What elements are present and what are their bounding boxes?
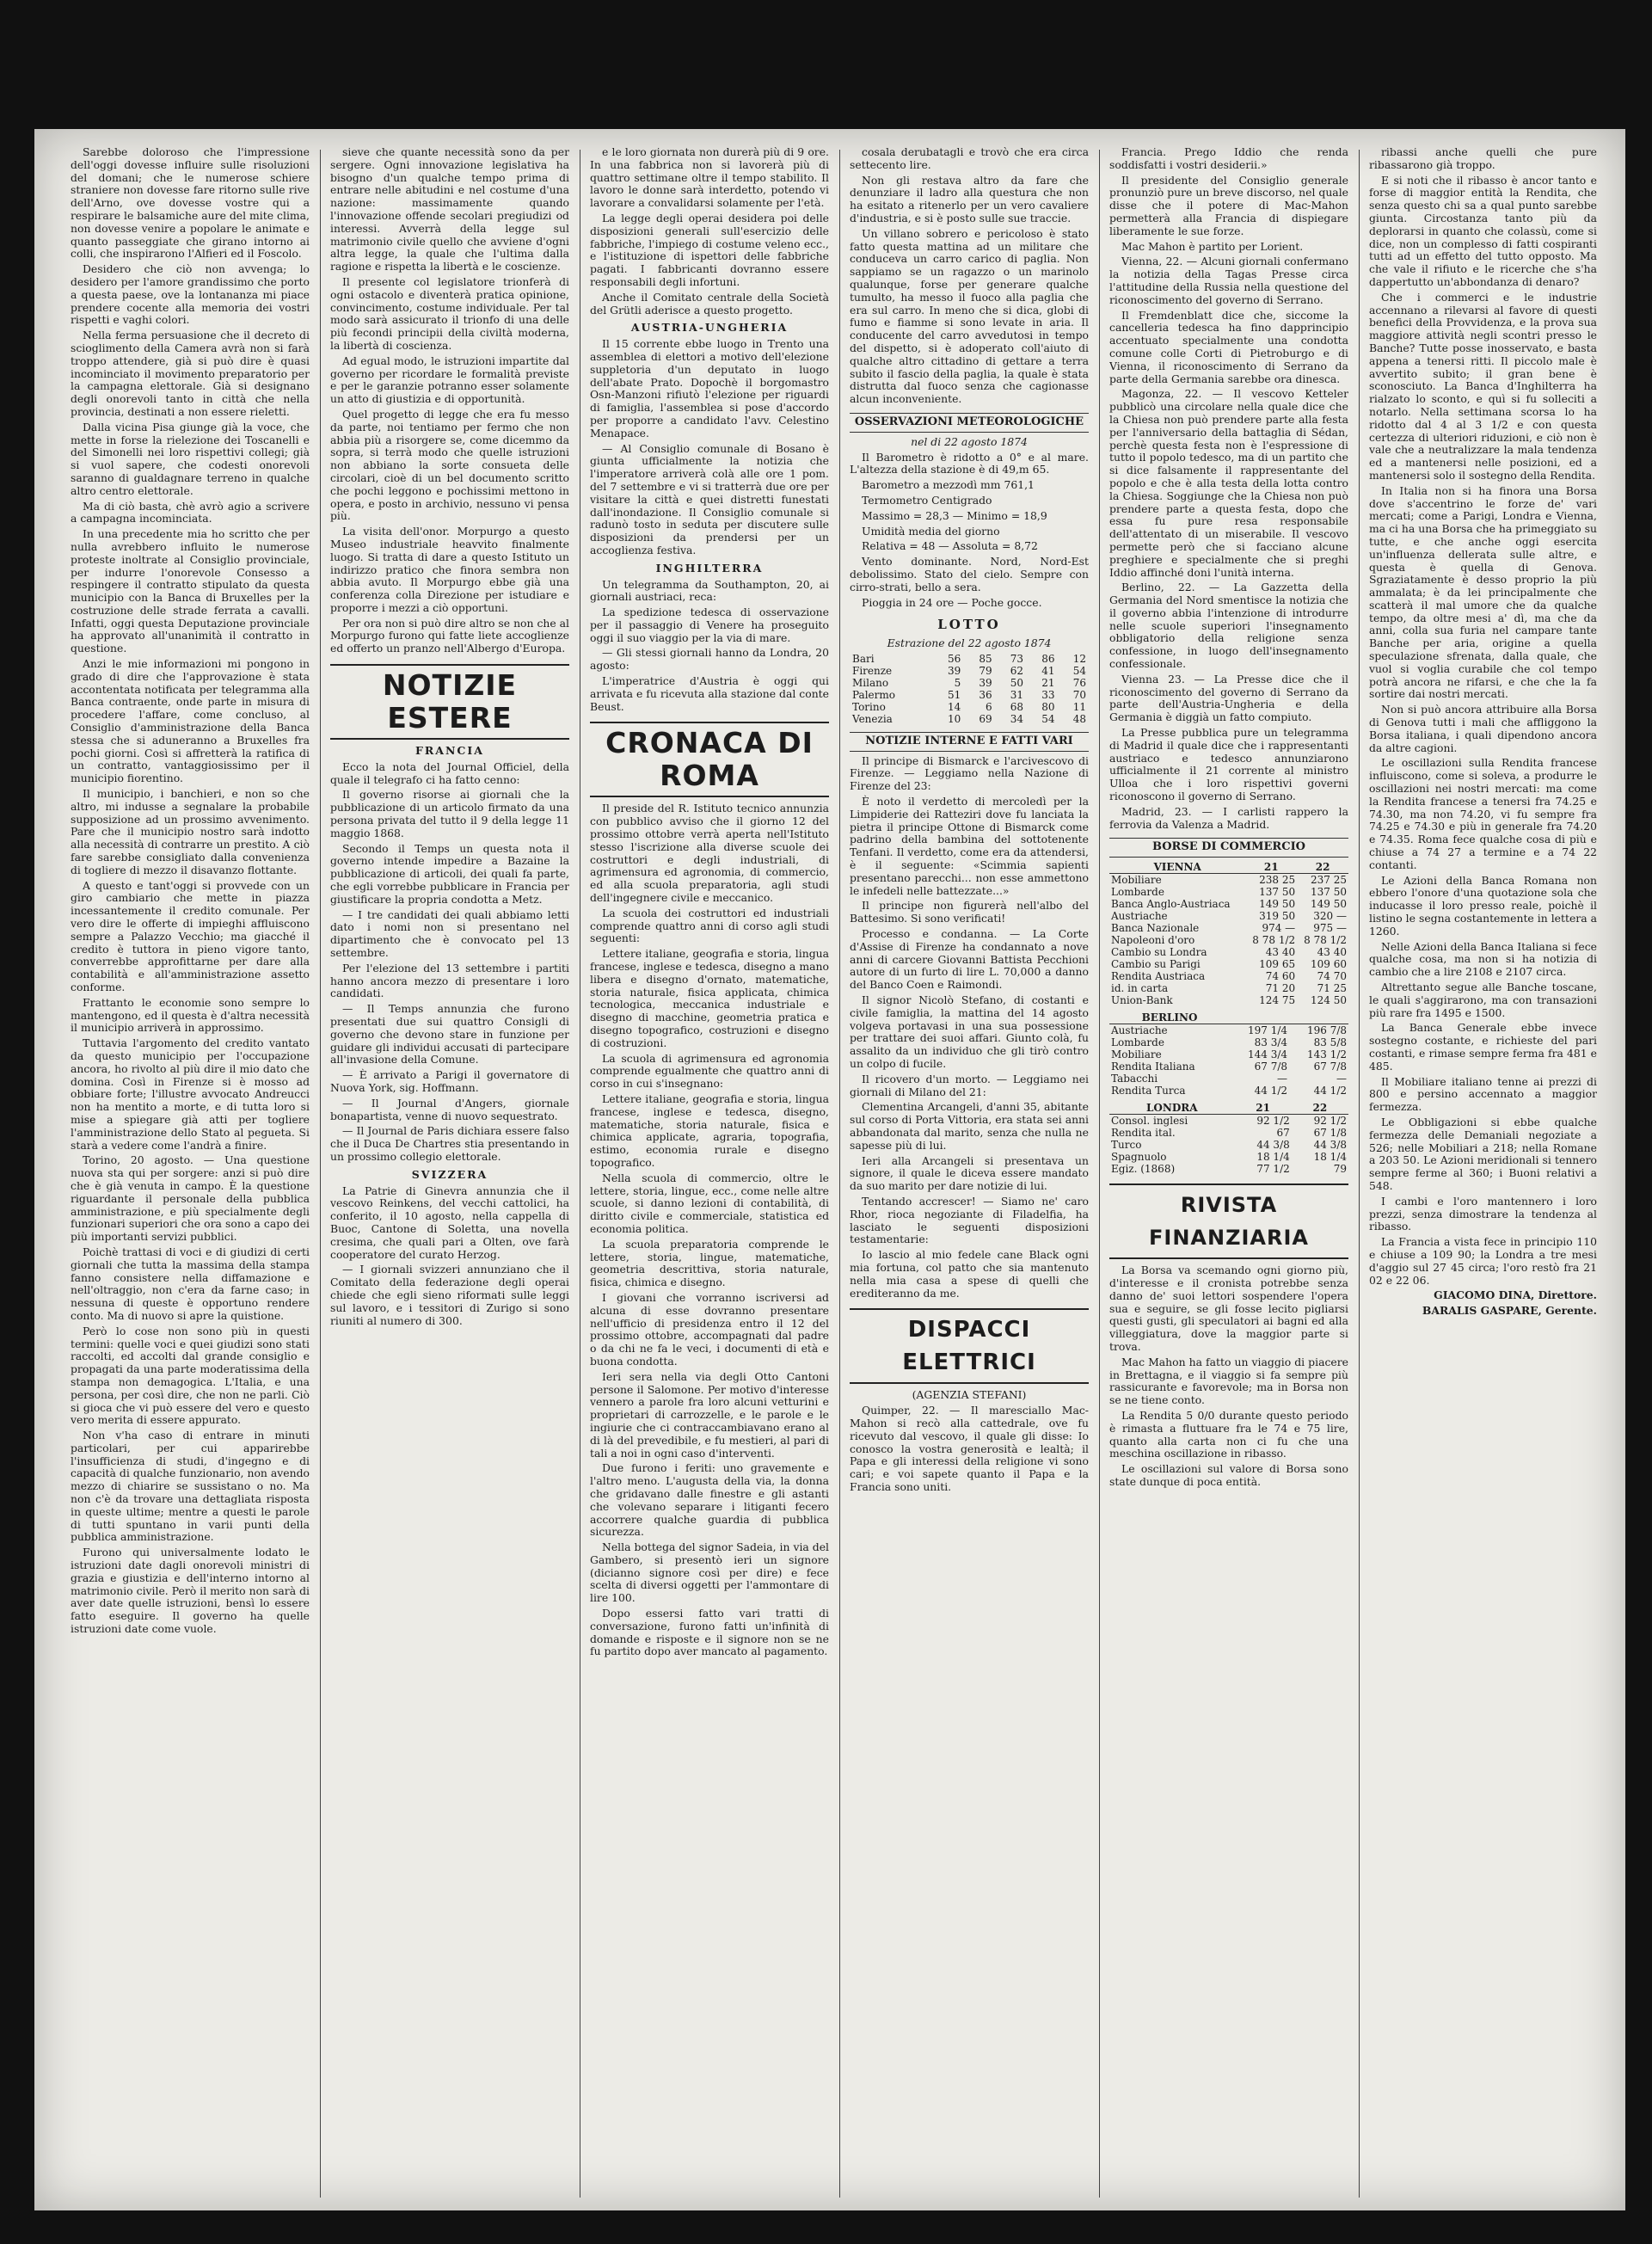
table-cell: 92 1/2 — [1256, 1115, 1290, 1128]
interne-text — [850, 755, 1089, 1300]
col2-text — [330, 146, 569, 655]
table-cell: 137 50 — [1311, 886, 1347, 899]
meteo-lines — [850, 452, 1089, 610]
table-cell: 109 60 — [1311, 958, 1347, 971]
table-cell: 14 — [947, 700, 961, 713]
paragraph: Sarebbe doloroso che l'impressione dell'oggi dovesse influire sulle risoluzioni del domani; che le numerose schiere straniere non dovesse fare ritorno sulle rive dell'Arno, ove dovesse vostre qui a respirare le balsamiche aure del mite clima, non dovesse venire a popolare le animate e quanto passeggiate che girano intorno ai colli, che inspirarono l'Alfieri ed il Foscolo. — [71, 146, 310, 261]
paragraph: Il principe non figurerà nell'albo del Battesimo. Si sono verificati! — [850, 899, 1089, 925]
table-cell: Turco — [1111, 1139, 1142, 1152]
table-cell: 31 — [1010, 688, 1024, 701]
paragraph: La Francia a vista fece in principio 110 e chiuse a 109 90; la Londra a tre mesi d'aggio sul 27 45 circa; l'oro restò fra 21 02 e 22 06. — [1369, 1235, 1597, 1287]
table-cell: Union-Bank — [1111, 994, 1173, 1007]
table-cell: 62 — [1010, 664, 1024, 677]
col1-text — [71, 146, 310, 1636]
table-row — [1109, 1024, 1348, 1037]
column-rule — [839, 150, 840, 2198]
paragraph: Nella bottega del signor Sadeia, in via del Gambero, si presentò ieri un signore (dicianno signore così per dire) e fece scelta di diversi oggetti per l'ammontare di lire 100. — [590, 1540, 829, 1605]
table-cell: — — [1336, 1073, 1347, 1085]
column-rule — [320, 150, 321, 2198]
paragraph: Clementina Arcangeli, d'anni 35, abitante sul corso di Porta Vittoria, era stata sei anni abbandonata dal marito, senza che nulla ne sapesse più di lui. — [850, 1100, 1089, 1152]
table-row — [1109, 1036, 1348, 1048]
paragraph: Quimper, 22. — Il maresciallo Mac-Mahon si recò alla cattedrale, ove fu ricevuto dal vescovo, il quale gli disse: Io conosco la vostra generosità e lealtà; il Papa e gli interessi della religione vi sono cari; e voi sapete quanto il Papa e la Francia sono uniti. — [850, 1404, 1089, 1493]
table-cell: 56 — [947, 652, 961, 665]
table-cell: 21 — [1041, 676, 1055, 689]
column-rule — [1359, 150, 1360, 2198]
paragraph: Non gli restava altro da fare che denunziare il ladro alla questura che non ha esitato a ritenerlo per un vero cavaliere d'industria, e si è posto sulle sue traccie. — [850, 173, 1089, 224]
table-cell: Egiz. (1868) — [1111, 1163, 1176, 1176]
paragraph: Un villano sobrero e pericoloso è stato fatto questa mattina ad un militare che conduceva un carro carico di paglia. Non sappiamo se un ragazzo o un marinolo qualunque, forse per generare qualche tumulto, ha messo il fuoco alla paglia che era sul carro. In meno che si dica, globi di fumo e fiamme si sono levate in aria. Il conducente del carro avvedutosi in tempo del dispetto, si è adoperato coll'aiuto di qualche altro cittadino di gettare a terra subito il fascio della paglia, la quale è stata distrutta dal fuoco senza che cagionasse alcun inconveniente. — [850, 226, 1089, 406]
dispacci-subtitle: (AGENZIA STEFANI) — [912, 1388, 1027, 1402]
paragraph: Termometro Centigrado — [862, 493, 992, 507]
table-cell: Mobiliare — [1111, 1048, 1162, 1061]
paragraph: Due furono i feriti: uno gravemente e l'altro meno. L'augusta della via, la donna che gridavano dalle finestre e gli astanti che volevano separare i litiganti fecero accorrere qualche guardia di pubblica sicurezza. — [590, 1461, 829, 1539]
table-cell: 143 1/2 — [1306, 1048, 1347, 1061]
table-row — [850, 713, 1089, 725]
table-cell: Tabacchi — [1111, 1073, 1158, 1085]
paragraph: Magonza, 22. — Il vescovo Ketteler pubblicò una circolare nella quale dice che la Chiesa non può prendere parte alla festa per l'anniversario della battaglia di Sédan, perchè questa festa non è l'espressione di tutto il popolo tedesco, ma di un partito che si dice falsamente il rappresentante del popolo e che è alla testa della lotta contro la Chiesa. Soggiunge che la Chiesa non può prendere parte a questa festa, dopo che essa fu pure resa responsabile dell'attentato di un miserabile. Il vescovo permette però che si facciano alcune preghiere e specialmente che si preghi Iddio affinché doni l'unità interna. — [1109, 387, 1348, 579]
paragraph: Berlino, 22. — La Gazzetta della Germania del Nord smentisce la notizia che il governo abbia l'intenzione di introdurre nelle scuole superiori l'insegnamento obbligatorio della religione senza confessione, in luogo dell'insegnamento confessionale. — [1109, 581, 1348, 671]
paragraph: Poichè trattasi di voci e di giudizi di certi giornali che tutta la massima della stampa fanno consistere nella diffamazione e nell'oltraggio, non c'era da farne caso; in nessuna di queste è opportuno rendere conto. Ma di nuovo si apre la quistione. — [71, 1245, 310, 1322]
section-title-cronaca-di-roma: CRONACA DI ROMA — [590, 722, 829, 797]
table-row — [1109, 922, 1348, 934]
paragraph: È noto il verdetto di mercoledì per la Limpiderie dei Ratteziri dove fu lanciata la pietra il principe Ottone di Bismarck come padrino della bambina del sottotenente Tenfani. Il verdetto, come era da attendersi, è il seguente: «Scimmia sapienti presentano parecchi... non esse ammettono le infedeli nelle battezzate...» — [850, 795, 1089, 897]
borse-londra-table — [1109, 1102, 1348, 1175]
table-cell: 39 — [947, 664, 961, 677]
paragraph: Il Fremdenblatt dice che, siccome la cancelleria tedesca ha fino dapprincipio accentuato specialmente una condotta comune colle Corti di Pietroburgo e di Vienna, il riconoscimento di Serrano da parte della Germania sarebbe ora dinesca. — [1109, 308, 1348, 385]
table-row — [850, 653, 1089, 665]
paragraph: Per ora non si può dire altro se non che al Morpurgo furono qui fatte liete accoglienze ed offerto un pranzo nell'Albergo d'Europa. — [330, 616, 569, 655]
sub-title-austria: AUSTRIA-UNGHERIA — [630, 321, 789, 335]
paragraph: Le oscillazioni sulla Rendita francese influiscono, come si soleva, a produrre le oscillazioni nei nostri mercati: ma come la Rendita francese a tenersi fra 74.25 e 74.30, ma non 74.20, vi fu sempre fra 74.25 e 74.30 e più in generale fra 74.20 e 74.35. Roma fece qualche cosa di più e chiuse a 74 27 a termine e a 74 22 contanti. — [1369, 756, 1597, 871]
table-cell: 18 1/4 — [1313, 1151, 1347, 1164]
table-row — [1109, 1115, 1348, 1128]
dispacci-text — [850, 1405, 1089, 1494]
table-cell: 149 50 — [1259, 898, 1296, 911]
borse-berlino-table — [1109, 1011, 1348, 1097]
paragraph: Furono qui universalmente lodato le istruzioni date dagli onorevoli ministri di grazia e giustizia e dell'interno intorno al matrimonio civile. Però il merito non sarà di aver date quelle istruzioni, bensì lo essere fatto eseguire. Il governo ha quelle istruzioni date come vuole. — [71, 1546, 310, 1636]
table-cell: 83 3/4 — [1254, 1036, 1288, 1049]
table-header-cell: BERLINO — [1109, 1011, 1230, 1024]
paragraph: Il Barometro è ridotto a 0° e al mare. L'altezza della stazione è di 49,m 65. — [850, 450, 1089, 476]
paragraph: Il principe di Bismarck e l'arcivescovo di Firenze. — Leggiamo nella Nazione di Firenze del 23: — [850, 753, 1089, 793]
col5-text — [1109, 146, 1348, 831]
table-header-cell: 21 — [1245, 861, 1297, 874]
table-cell: Rendita Austriaca — [1111, 970, 1206, 983]
paragraph: — Il Journal d'Angers, giornale bonapartista, venne di nuovo sequestrato. — [330, 1096, 569, 1122]
newspaper-page — [34, 129, 1625, 2210]
table-cell: Lombarde — [1111, 1036, 1164, 1049]
table-cell: 71 20 — [1265, 982, 1296, 995]
table-cell: 43 40 — [1317, 946, 1347, 959]
lotto-subtitle: Estrazione del 22 agosto 1874 — [887, 636, 1052, 650]
paragraph: cosala derubatagli e trovò che era circa settecento lire. — [850, 146, 1089, 171]
table-row — [1109, 946, 1348, 958]
table-cell: id. in carta — [1111, 982, 1169, 995]
paragraph: Vienna 23. — La Presse dice che il riconoscimento del governo di Serrano da parte dell'Austria-Ungheria e della Germania è diggià un fatto compiuto. — [1109, 672, 1348, 724]
meteo-date: nel di 22 agosto 1874 — [911, 434, 1028, 448]
table-cell: 8 78 1/2 — [1252, 934, 1296, 947]
table-cell: 43 40 — [1265, 946, 1296, 959]
paragraph: Secondo il Temps un questa nota il governo intende impedire a Bazaine la pubblicazione di articoli, dei quali fa parte, che egli vorrebbe pubblicare in Francia per giustificare la propria condotta a Metz. — [330, 841, 569, 906]
table-cell: 149 50 — [1311, 898, 1347, 911]
table-cell: 85 — [979, 652, 992, 665]
table-cell: 5 — [954, 676, 961, 689]
paragraph: Il 15 corrente ebbe luogo in Trento una assemblea di elettori a motivo dell'elezione suppletoria d'un deputato in luogo dell'abate Prato. Dopochè il borgomastro Osn-Manzoni rifiutò l'elezione per riguardi di famiglia, l'assemblea si pose d'accordo per proporre a candidato l'avv. Celestino Menapace. — [590, 337, 829, 440]
notizie-interne-title: NOTIZIE INTERNE E FATTI VARI — [850, 732, 1089, 752]
paragraph: e le loro giornata non durerà più di 9 ore. In una fabbrica non si lavorerà più di quattro settimane oltre il tempo stabilito. Il lavoro le donne sarà interdetto, potendo vi lavorare a convalidarsi solamente per l'età. — [590, 146, 829, 210]
table-cell: Banca Nazionale — [1111, 922, 1200, 935]
paragraph: Non v'ha caso di entrare in minuti particolari, per cui apparirebbe l'insufficienza di studi, d'ingegno e di capacità di qualche funzionario, non avendo mezzo di chiarire se sussistano o no. Ma non c'è da trovare una dettagliata risposta in queste ultime; mentre a questi le parole di tutti spuntano in varii punti della pubblica amministrazione. — [71, 1429, 310, 1544]
paragraph: Desidero che ciò non avvenga; lo desidero per l'amore grandissimo che porto a questa paese, ove la lontananza mi piace prendere cocente alla memoria dei vostri rispetti e vaghi colori. — [71, 262, 310, 327]
paragraph: Lettere italiane, geografia e storia, lingua francese, inglese e tedesca, disegno, matematiche, storia naturale, fisica e chimica applicate, agraria, topografia, estimo, economia rurale e disegno topografico. — [590, 1092, 829, 1169]
table-row — [1109, 994, 1348, 1006]
table-cell: 11 — [1072, 700, 1086, 713]
table-cell: 196 7/8 — [1306, 1024, 1347, 1037]
table-row — [1109, 1139, 1348, 1151]
sub-title-inghilterra: INGHILTERRA — [655, 561, 764, 575]
paragraph: Il municipio, i banchieri, e non so che altro, mi indusse a segnalare la probabile supposizione ad un prossimo avvenimento. Pare che il municipio nostro sarà indotto alla necessità di contrarre un prestito. A ciò fare sarebbe consigliato dalla convenienza di togliere di mezzo il disavanzo flottante. — [71, 787, 310, 876]
column-rule — [1099, 150, 1100, 2198]
table-cell: Rendita Turca — [1111, 1085, 1186, 1097]
paragraph: La scuola di agrimensura ed agronomia comprende egualmente che quattro anni di corso in cui s'insegnano: — [590, 1051, 829, 1091]
table-cell: 86 — [1041, 652, 1055, 665]
paragraph: — Il Temps annunzia che furono presentati due sui quattro Consigli di governo che devono stare in funzione per guidare gli individui accusati di partecipare all'invasione della Comune. — [330, 1002, 569, 1067]
paragraph: La legge degli operai desidera poi delle disposizioni generali sull'esercizio delle fabbriche, l'impiego di costume veleno ecc., e l'istituzione di ispettori delle fabbriche pagati. I fabbricanti dovranno essere responsabili degli infortuni. — [590, 211, 829, 288]
borse-title: BORSE DI COMMERCIO — [1109, 838, 1348, 858]
table-cell: 237 25 — [1311, 874, 1347, 887]
paragraph: Nella ferma persuasione che il decreto di scioglimento della Camera avrà non si farà troppo attendere, già si può dire è quasi incominciato il movimento preparatorio per la campagna elettorale. Già si designano degli onorevoli tanto in città che nella provincia, destinati a non essere rieletti. — [71, 329, 310, 418]
paragraph: Quel progetto di legge che era fu messo da parte, noi tentiamo per fermo che non abbia più a risorgere se, come dicemmo da sopra, si terrà modo che quelle istruzioni non abbiano la sorte consueta delle circolari, cioè di un bel documento scritto che pochi leggono e pochissimi mettono in opera, e posto in archivio, nessuno vi pensa più. — [330, 407, 569, 523]
paragraph: Umidità media del giorno — [862, 524, 1000, 538]
paragraph: — Il Journal de Paris dichiara essere falso che il Duca De Chartres stia presentando in un prossimo collegio elettorale. — [330, 1124, 569, 1163]
table-cell: 44 3/8 — [1313, 1139, 1347, 1152]
table-cell: 238 25 — [1259, 874, 1296, 887]
table-cell: Cambio su Parigi — [1111, 958, 1201, 971]
paragraph: Francia. Prego Iddio che renda soddisfatti i vostri desiderii.» — [1109, 146, 1348, 171]
paragraph: Altrettanto segue alle Banche toscane, le quali s'aggirarono, ma con transazioni più rare fra 1495 e 1500. — [1369, 981, 1597, 1019]
table-cell: 67 1/8 — [1313, 1127, 1347, 1140]
paragraph: Anzi le mie informazioni mi pongono in grado di dire che l'approvazione è stata accontentata notificata per telegramma alla Banca contraente, onde parte in misura di procedere l'affare, come concluso, al Consiglio d'amministrazione della Banca stessa che si aduneranno a Bruxelles fra pochi giorni. Così si affretterà la ratifica di un contratto, vantaggiosissimo per il municipio fiorentino. — [71, 657, 310, 785]
col3-text — [590, 146, 829, 317]
paragraph: L'imperatrice d'Austria è oggi qui arrivata e fu ricevuta alla stazione dal conte Beust. — [590, 674, 829, 713]
table-cell: 76 — [1072, 676, 1086, 689]
paragraph: E si noti che il ribasso è ancor tanto e forse di maggior entità la Rendita, che senza questo chi sa a qual punto sarebbe giunta. Circostanza tanto più da deplorarsi in quanto che colassù, come si dice, non un complesso di fatti cospiranti tutti ad un effetto del tutto opposto. Ma che vale il rifiuto e le ricerche che s'ha dappertutto un'abbondanza di denaro? — [1369, 173, 1597, 288]
paragraph: Nelle Azioni della Banca Italiana si fece qualche cosa, ma non si ha notizia di cambio che a lire 2108 e 2107 circa. — [1369, 939, 1597, 979]
table-cell: Austriache — [1111, 910, 1168, 923]
rivista-text — [1109, 1264, 1348, 1489]
paragraph: Ieri alla Arcangeli si presentava un signore, il quale le diceva essere mandato da suo marito per dare notizie di lui. — [850, 1153, 1089, 1193]
table-cell: 83 5/8 — [1313, 1036, 1347, 1049]
paragraph: Pioggia in 24 ore — Poche gocce. — [862, 595, 1042, 609]
paragraph: Le oscillazioni sul valore di Borsa sono state dunque di poca entità. — [1109, 1462, 1348, 1488]
paragraph: Vento dominante. Nord, Nord-Est debolissimo. Stato del cielo. Sempre con cirro-strati, bello a sera. — [850, 555, 1089, 593]
table-cell: 44 1/2 — [1254, 1085, 1288, 1097]
paragraph: La Patrie di Ginevra annunzia che il vescovo Reinkens, del vecchi cattolici, ha conferito, il 10 agosto, nella cappella di Buoc, Cantone di Soletta, una novella cresima, che quali pari a Olten, ove farà cooperatore del curato Herzog. — [330, 1183, 569, 1261]
lotto-title: LOTTO — [937, 617, 1001, 633]
paragraph: Ad egual modo, le istruzioni impartite dal governo per ricordare le formalità previste e per le garanzie potranno esser solamente un atto di giustizia e di opportunità. — [330, 354, 569, 406]
table-cell: 320 — — [1313, 910, 1347, 923]
paragraph: Tentando accrescer! — Siamo ne' caro Rhor, rioca negoziante di Filadelfia, ha lasciato le seguenti disposizioni testamentarie: — [850, 1194, 1089, 1246]
table-row — [850, 677, 1089, 689]
paragraph: Per l'elezione del 13 settembre i partiti hanno ancora mezzo di presentare i loro candidati. — [330, 961, 569, 1000]
table-header-cell — [1230, 1011, 1289, 1024]
paragraph: La visita dell'onor. Morpurgo a questo Museo industriale heavvito finalmente luogo. Si tratta di dare a questo Istituto un indirizzo pratico che finora sembra non abbia avuto. Il Morpurgo ebbe già una conferenza colla Direzione per istudiare e proporre i mezzi a ciò opportuni. — [330, 525, 569, 614]
section-title-notizie-estere: NOTIZIE ESTERE — [330, 664, 569, 740]
paragraph: Massimo = 28,3 — Minimo = 18,9 — [862, 508, 1047, 522]
table-row — [1109, 1073, 1348, 1085]
table-cell: 92 1/2 — [1313, 1115, 1347, 1128]
paragraph: Ieri sera nella via degli Otto Cantoni persone il Salomone. Per motivo d'interesse vennero a parole fra loro alcuni vetturini e proprietari di carrozzelle, e le parole e le ingiurie che ci contraccambiavano erano al di là del prevedibile, e fu mestieri, al pari di tali a noi in ogni caso d'interventi. — [590, 1369, 829, 1460]
paragraph: Mac Mahon ha fatto un viaggio di piacere in Brettagna, e il viaggio si fa sempre più rassicurante e favorevole; ma in Borsa non se ne tiene conto. — [1109, 1355, 1348, 1407]
table-cell: 109 65 — [1259, 958, 1296, 971]
paragraph: Ecco la nota del Journal Officiel, della quale il telegrafo ci ha fatto cenno: — [330, 759, 569, 786]
table-cell: 79 — [979, 664, 992, 677]
table-cell: 197 1/4 — [1247, 1024, 1288, 1037]
table-row — [1109, 970, 1348, 982]
table-cell: 974 — — [1262, 922, 1296, 935]
table-cell: 73 — [1010, 652, 1024, 665]
paragraph: Il governo risorse ai giornali che la pubblicazione di un articolo firmato da una persona privata del tutto il 9 della legge 11 maggio 1868. — [330, 788, 569, 839]
paragraph: Madrid, 23. — I carlisti rappero la ferrovia da Valenza a Madrid. — [1109, 804, 1348, 831]
roma-text — [590, 802, 829, 1658]
column-6 — [1369, 146, 1597, 2198]
table-cell: Cambio su Londra — [1111, 946, 1207, 959]
table-cell: Torino — [852, 700, 886, 713]
table-cell: Consol. inglesi — [1111, 1115, 1188, 1128]
table-row — [1109, 1127, 1348, 1139]
table-cell: Mobiliare — [1111, 874, 1162, 887]
paragraph: Io lascio al mio fedele cane Black ogni mia fortuna, col patto che sia mantenuto nella mia casa a spese di quelli che erediteranno da me. — [850, 1248, 1089, 1300]
table-row — [850, 665, 1089, 677]
table-row — [1109, 1163, 1348, 1175]
paragraph: A questo e tant'oggi si provvede con un giro cambiario che mette in piazza incessantemente il credito comunale. Per vero dire le offerte di impieghi affluiscono sempre a Palazzo Vecchio; ma giacché il credito è tuttora in pieno vigore tanto, converrebbe approfittarne per dare alla contabilità e all'amministrazione assetto conforme. — [71, 878, 310, 993]
table-cell: 975 — — [1313, 922, 1347, 935]
paragraph: Processo e condanna. — La Corte d'Assise di Firenze ha condannato a nove anni di carcere Giovanni Battista Pecchioni autore di un furto di lire L. 70,000 a danno del Banco Coen e Raimondi. — [850, 927, 1089, 992]
francia-text — [330, 761, 569, 1164]
paragraph: Un telegramma da Southampton, 20, ai giornali austriaci, reca: — [590, 577, 829, 604]
table-cell: 68 — [1010, 700, 1024, 713]
borse-vienna-table — [1109, 861, 1348, 1006]
table-cell: Bari — [852, 652, 875, 665]
table-cell: 34 — [1010, 712, 1024, 725]
table-cell: 39 — [979, 676, 992, 689]
table-cell: 144 3/4 — [1247, 1048, 1288, 1061]
paragraph: La scuola dei costruttori ed industriali comprende quattro anni di corso agli studi seguenti: — [590, 906, 829, 945]
paragraph: Relativa = 48 — Assoluta = 8,72 — [862, 539, 1038, 553]
table-cell: 54 — [1072, 664, 1086, 677]
column-1 — [71, 146, 310, 2198]
paragraph: Nella scuola di commercio, oltre le lettere, storia, lingue, ecc., come nelle altre scuole, si danno lezioni di contabilità, di diritto civile e commerciale, statistica ed economia politica. — [590, 1171, 829, 1235]
table-cell: 74 70 — [1317, 970, 1347, 983]
table-cell: 44 1/2 — [1313, 1085, 1347, 1097]
paragraph: Il presente col legislatore trionferà di ogni ostacolo e diventerà pratica opinione, convincimento, costume individuale. Per tal modo sarà assicurato il trionfo di una delle più fecondi principii della civiltà moderna, la libertà di coscienza. — [330, 274, 569, 352]
table-cell: 51 — [947, 688, 961, 701]
table-cell: 67 7/8 — [1254, 1061, 1288, 1073]
table-cell: 8 78 1/2 — [1304, 934, 1347, 947]
table-cell: Firenze — [852, 664, 893, 677]
column-4 — [850, 146, 1089, 2198]
table-header-cell — [1289, 1011, 1348, 1024]
table-row — [1109, 910, 1348, 922]
signature-direttore: GIACOMO DINA, Direttore. — [1434, 1288, 1597, 1302]
paragraph: I cambi e l'oro mantennero i loro prezzi, senza dimostrare la tendenza al ribasso. — [1369, 1194, 1597, 1233]
table-cell: Lombarde — [1111, 886, 1164, 899]
table-cell: 79 — [1333, 1163, 1347, 1176]
paragraph: Non si può ancora attribuire alla Borsa di Genova tutti i mali che affliggono la Borsa italiana, i quali dipendono ancora da altre cagioni. — [1369, 703, 1597, 754]
table-cell: 124 50 — [1311, 994, 1347, 1007]
table-cell: 77 1/2 — [1256, 1163, 1290, 1176]
paragraph: Però lo cose non sono più in questi termini: quelle voci e quei giudizi sono stati raccolti, ed accolti dal grande consiglio e propagati da una parte moderatissima della stampa non demagogica. L'Italia, e una persona, per così dire, che non ne parli. Ciò si gioca che vi può essere del vero e questo vero merita di essere appurato. — [71, 1324, 310, 1427]
table-cell: — — [1277, 1073, 1288, 1085]
svizzera-text — [330, 1185, 569, 1328]
table-row — [1109, 934, 1348, 946]
paragraph: Le Azioni della Banca Romana non ebbero l'onore d'una quotazione sola che inducasse il loro presso reale, poichè il listino le segna costantemente in lettera a 1260. — [1369, 873, 1597, 938]
table-cell: 67 — [1276, 1127, 1290, 1140]
table-cell: Venezia — [852, 712, 893, 725]
paragraph: ribassi anche quelli che pure ribassarono già troppo. — [1369, 146, 1597, 171]
table-cell: 69 — [979, 712, 992, 725]
paragraph: Ma di ciò basta, chè avrò agio a scrivere a campagna incominciata. — [71, 499, 310, 526]
sub-title-francia: FRANCIA — [415, 744, 484, 758]
paragraph: La Banca Generale ebbe invece sostegno costante, e richieste del pari costanti, e rimase sempre ferma fra 481 e 485. — [1369, 1021, 1597, 1073]
lotto-table — [850, 653, 1089, 725]
paragraph: Vienna, 22. — Alcuni giornali confermano la notizia della Tagas Presse circa l'attitudine della Russia nella questione del riconoscimento del governo di Serrano. — [1109, 255, 1348, 306]
table-cell: 319 50 — [1259, 910, 1296, 923]
inghilterra-text — [590, 579, 829, 714]
table-cell: 44 3/8 — [1256, 1139, 1290, 1152]
table-row — [850, 701, 1089, 713]
paragraph: Il preside del R. Istituto tecnico annunzia con pubblico avviso che il giorno 12 del prossimo ottobre verrà aperta nell'Istituto stesso l'iscrizione alla diverse scuole dei costruttori e degli industriali, di agrimensura ed agronomia, di commercio, ed alla scuola preparatoria, agli studi dell'ingegnere civile e meccanico. — [590, 802, 829, 905]
paragraph: — I tre candidati dei quali abbiamo letti dato i nomi non si presentano nel dipartimento che è convocato pel 13 settembre. — [330, 907, 569, 960]
table-cell: 54 — [1041, 712, 1055, 725]
table-cell: Banca Anglo-Austriaca — [1111, 898, 1231, 911]
paragraph: La Borsa va scemando ogni giorno più, d'interesse e il cronista potrebbe senza danno de' suoi lettori sospendere l'opera sua e seguire, se gli fosse lecito pigliarsi questi gusti, gli speculatori ai bagni ed alla villeggiatura, dove la maggior parte si trova. — [1109, 1263, 1348, 1354]
column-2 — [330, 146, 569, 2198]
table-cell: 80 — [1041, 700, 1055, 713]
table-row — [1109, 1085, 1348, 1097]
table-header-cell: VIENNA — [1109, 861, 1245, 874]
paragraph: Che i commerci e le industrie accennano a rilevarsi al favore di questi benefici della Provvidenza, e la prova sua maggiore attività negli scontri presso le Banche? Tutte posse inosservato, e basta appena a tenersi ritti. Il piccolo male è avvertito subito; il gran bene è sconosciuto. La Banca d'Inghilterra ha rialzato lo sconto, e quì si fu solleciti a notarlo. Nella settimana scorsa lo ha ridotto dal 4 al 3 1/2 e con questa certezza di ulteriori riduzioni, e ciò non è vale che a neutralizzare la mala tendenza ed a mantenersi nelle posizioni, ed a mantenersi solo il sostegno della Rendita. — [1369, 290, 1597, 482]
paragraph: Anche il Comitato centrale della Società del Grütli aderisce a questo progetto. — [590, 290, 829, 317]
table-row — [1109, 886, 1348, 898]
sub-title-svizzera: SVIZZERA — [411, 1167, 488, 1181]
table-cell: 70 — [1072, 688, 1086, 701]
paragraph: Frattanto le economie sono sempre lo mantengono, ed il questa è d'altra necessità il municipio arriverà in approssimo. — [71, 995, 310, 1035]
table-cell: 41 — [1041, 664, 1055, 677]
paragraph: La spedizione tedesca di osservazione per il passaggio di Venere ha proseguito oggi il suo viaggio per la via di mare. — [590, 606, 829, 644]
paragraph: In Italia non si ha finora una Borsa dove s'accentrino le forze de' vari mercati; come a Parigi, Londra e Vienna, ma ci ha una Borsa che ha primeggiato su tutte, e che anche oggi esercita un'influenza dellerata sulle altre, e questa è quella di Genova. Sgraziatamente è desso proprio la più ammalata; è da lei principalmente che scatterà il mal umore che da qualche tempo, da oltre mesi a' dì, ma che da anni, colla sua furia nel campare tante Banche per aria, origine a quella speculazione sfrenata, dalla quale, che vuol si voglia curabile che col tempo potrà ancora ne rifarsi, e che che la fa sortire dai nostri mercati. — [1369, 483, 1597, 701]
paragraph: La Presse pubblica pure un telegramma di Madrid il quale dice che i rappresentanti austriaco e tedesco annunziarono ufficialmente il 21 corrente al ministro Ulloa che i loro rispettivi governi riconoscono il governo di Serrano. — [1109, 726, 1348, 803]
austria-text — [590, 338, 829, 557]
table-cell: Rendita ital. — [1111, 1127, 1176, 1140]
table-header-cell: 21 — [1235, 1102, 1292, 1115]
table-header-cell: 22 — [1292, 1102, 1348, 1115]
paragraph: I giovani che vorranno iscriversi ad alcuna di esse dovranno presentare nell'ufficio di presidenza entro il 12 del prossimo ottobre, accompagnati dal padre o da chi ne fa le veci, i documenti di età e buona condotta. — [590, 1290, 829, 1368]
table-cell: 124 75 — [1259, 994, 1296, 1007]
table-row — [1109, 898, 1348, 910]
rivista-finanziaria-title: RIVISTA FINANZIARIA — [1109, 1183, 1348, 1259]
paragraph: Tuttavia l'argomento del credito vantato da questo municipio per l'occupazione ancora, ho rivolto al più dire il mio dato che domina. Così in Firenze si è mosso ad obbiare forte; l'illustre avvocato Andreucci non ha mentito a morte, e di tutta loro si mise a spiegare già atti per togliere l'amministrazione dello Stato al pegueta. Si starà a vedere come l'andrà a finire. — [71, 1036, 310, 1152]
table-row — [1109, 958, 1348, 970]
table-cell: Austriache — [1111, 1024, 1168, 1037]
paragraph: Dopo essersi fatto vari tratti di conversazione, furono fatti un'infinità di domande e risposte e il signore non se ne fu partito dopo aver mancato al pagamento. — [590, 1607, 829, 1658]
paragraph: Mac Mahon è partito per Lorient. — [1121, 239, 1304, 253]
table-cell: 67 7/8 — [1313, 1061, 1347, 1073]
table-cell: 18 1/4 — [1256, 1151, 1290, 1164]
paragraph: Lettere italiane, geografia e storia, lingua francese, inglese e tedesca, disegno a mano libera e disegno d'ornato, matematiche, storia naturale, fisica applicata, chimica tecnologica, meccanica industriale e disegno di macchine, geometria pratica e disegno topografico, costruzioni e disegno di costruzioni. — [590, 947, 829, 1049]
paragraph: Dalla vicina Pisa giunge già la voce, che mette in forse la rielezione dei Toscanelli e del Simonelli nei loro rispettivi collegi; già si vuol sapere, che codesti onorevoli saranno di gualdagnare terreno in qualche altro centro elettorale. — [71, 420, 310, 497]
paragraph: In una precedente mia ho scritto che per nulla avrebbero influito le numerose proteste inoltrate al Consiglio provinciale, per indurre l'onorevole Consesso a respingere il contratto stipulato da questa municipio con la Banca di Bruxelles per la costruzione delle strade ferrata a cavalli. Infatti, oggi questa Deputazione provinciale ha approvato all'unanimità il contratto in questione. — [71, 527, 310, 655]
paragraph: Il presidente del Consiglio generale pronunziò pure un breve discorso, nel quale disse che il potere di Mac-Mahon permetterà alla Francia di dispiegare liberamente le sue forze. — [1109, 173, 1348, 237]
paragraph: Il signor Nicolò Stefano, di costanti e civile famiglia, la mattina del 14 agosto volgeva portavasi in una sua possessione per trattare dei suoi affari. Giunto colà, fu assalito da un individuo che gli tirò contro un colpo di fucile. — [850, 993, 1089, 1071]
table-row — [1109, 1048, 1348, 1061]
paragraph: — I giornali svizzeri annunziano che il Comitato della federazione degli operai chiede che egli sieno riformati sulle leggi sul lavoro, e i tessitori di Zurigo si sono riuniti al numero di 300. — [330, 1263, 569, 1327]
paragraph: sieve che quante necessità sono da per sergere. Ogni innovazione legislativa ha bisogno d'un qualche tempo prima di entrare nelle abitudini e nel costume d'una nazione: massimamente quando l'innovazione offende secolari pregiudizi od interessi. Avverrà della legge sul matrimonio civile quello che avviene d'ogni altra legge, la quale che l'ultima dalla ragione e rispetta la libertà e le coscienze. — [330, 146, 569, 274]
table-cell: 33 — [1041, 688, 1055, 701]
paragraph: — Gli stessi giornali hanno da Londra, 20 agosto: — [590, 646, 829, 673]
paragraph: — È arrivato a Parigi il governatore di Nuova York, sig. Hoffmann. — [330, 1068, 569, 1094]
table-row — [1109, 874, 1348, 887]
signature-gerente: BARALIS GASPARE, Gerente. — [1422, 1304, 1597, 1318]
table-header-cell: 22 — [1297, 861, 1348, 874]
table-header-cell: LONDRA — [1109, 1102, 1235, 1115]
paragraph: Torino, 20 agosto. — Una questione nuova sta qui per sorgere: anzi si può dire che è già venuta in campo. È la questione riguardante il personale della pubblica amministrazione, e più specialmente degli funzionari superiori che ora sono a capo dei più importanti servizi pubblici. — [71, 1153, 310, 1244]
table-cell: 12 — [1072, 652, 1086, 665]
column-5 — [1109, 146, 1348, 2198]
col4-text — [850, 146, 1089, 406]
col6-text — [1369, 146, 1597, 1287]
table-cell: Milano — [852, 676, 889, 689]
table-row — [1109, 1061, 1348, 1073]
table-cell: Palermo — [852, 688, 895, 701]
dispacci-title: DISPACCI ELETTRICI — [850, 1308, 1089, 1384]
meteo-title: OSSERVAZIONI METEOROLOGICHE — [850, 413, 1089, 433]
paragraph: — Al Consiglio comunale di Bosano è giunta ufficialmente la notizia che l'imperatore arriverà colà alle ore 1 pom. del 7 settembre e vi si tratterrà due ore per visitare la città e quei distretti funestati dall'inondazione. Il Consiglio comunale si radunò tosto in seduta per discutere sulle disposizioni da prendersi per un accoglienza festiva. — [590, 441, 829, 556]
table-cell: Spagnuolo — [1111, 1151, 1167, 1164]
table-row — [850, 689, 1089, 701]
table-cell: 48 — [1072, 712, 1086, 725]
table-cell: 137 50 — [1259, 886, 1296, 899]
paragraph: Il Mobiliare italiano tenne ai prezzi di 800 e persino accennato a maggior fermezza. — [1369, 1074, 1597, 1114]
table-cell: Napoleoni d'oro — [1111, 934, 1195, 947]
paragraph: La Rendita 5 0/0 durante questo periodo è rimasta a fluttuare fra le 74 e 75 lire, quanto alla carta non ci fu che una meschina oscillazione in ribasso. — [1109, 1409, 1348, 1460]
columns — [71, 146, 1597, 2198]
table-row — [1109, 982, 1348, 994]
table-cell: 10 — [947, 712, 961, 725]
paragraph: Barometro a mezzodì mm 761,1 — [862, 478, 1035, 492]
paragraph: Il ricovero d'un morto. — Leggiamo nei giornali di Milano del 21: — [850, 1072, 1089, 1098]
table-cell: 50 — [1010, 676, 1024, 689]
table-cell: 6 — [986, 700, 992, 713]
paragraph: Le Obbligazioni si ebbe qualche fermezza delle Demaniali negoziate a 526; nelle Mobiliari a 218; nella Romane a 203 50. Le Azioni meridionali si tennero sempre ferme al 360; i Buoni relativi a 548. — [1369, 1115, 1597, 1192]
paragraph: La scuola preparatoria comprende le lettere, storia, lingue, matematiche, geometria descrittiva, storia naturale, fisica, chimica e disegno. — [590, 1237, 829, 1289]
table-cell: Rendita Italiana — [1111, 1061, 1195, 1073]
table-cell: 74 60 — [1265, 970, 1296, 983]
table-cell: 36 — [979, 688, 992, 701]
table-row — [1109, 1151, 1348, 1163]
column-3 — [590, 146, 829, 2198]
table-cell: 71 25 — [1317, 982, 1347, 995]
